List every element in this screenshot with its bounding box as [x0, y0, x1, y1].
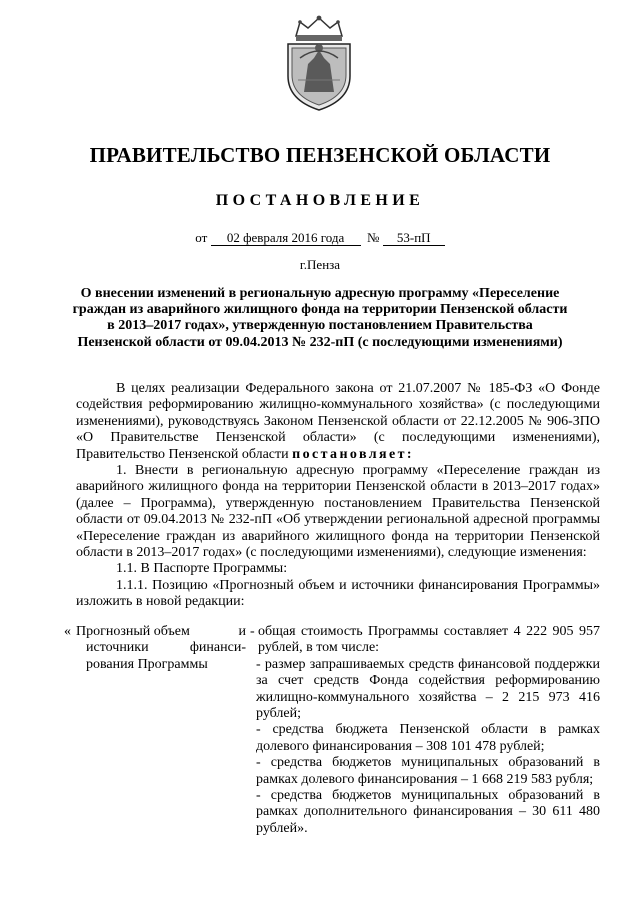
- number-prefix: №: [367, 230, 380, 245]
- document-number: 53-пП: [383, 231, 445, 246]
- cell-separator-dash: -: [250, 624, 255, 639]
- left-cell-line-2a: источники: [86, 640, 149, 656]
- financing-item-regional-budget: - средства бюджета Пензенской области в рамках долевого финансирования – 308 101 478 рублей;: [256, 722, 600, 754]
- coat-of-arms-emblem: [278, 14, 360, 114]
- left-cell-line-3: рования Программы: [86, 656, 208, 672]
- paragraph-item-1: 1. Внести в региональную адресную программу «Переселение граждан из аварийного жилищного фонда на территории Пензенской области в 2013–2017 годах» (далее – Программа), утвержденную постановлением Правительства Пензенской области от 09.04.2013 № 232-пП «Об утверждении региональной адресной программы «Переселение граждан из аварийного жилищного фонда на территории Пензенской области в 2013–2017 годах» (с последующими изменениями), следующие изменения:: [76, 463, 600, 561]
- left-cell-line-1a: Прогнозный объем: [76, 624, 190, 639]
- date-number-line: [0, 230, 640, 246]
- left-cell-line-1b: и: [238, 624, 246, 639]
- financing-total: общая стоимость Программы составляет 4 222 905 957 рублей, в том числе:: [258, 624, 600, 656]
- financing-item-fund: - размер запрашиваемых средств финансовой поддержки за счет средств Фонда содействия реформированию жилищно-коммунального хозяйства – 2 215 973 416 рублей;: [256, 656, 600, 722]
- document-title: О внесении изменений в региональную адресную программу «Переселение граждан из аварийного жилищного фонда на территории Пензенской области в 2013–2017 годах», утвержденную постановлением Правительства Пензенской области от 09.04.2013 № 232-пП (с последующими изменениями): [72, 286, 568, 350]
- paragraph-item-1-1-1: 1.1.1. Позицию «Прогнозный объем и источники финансирования Программы» изложить в новой редакции:: [76, 577, 600, 610]
- government-heading: ПРАВИТЕЛЬСТВО ПЕНЗЕНСКОЙ ОБЛАСТИ: [89, 143, 551, 167]
- left-cell-line-2b: финанси-: [189, 640, 246, 656]
- document-type-heading: ПОСТАНОВЛЕНИЕ: [215, 192, 425, 209]
- paragraph-preamble: [76, 381, 600, 463]
- document-body: [76, 381, 600, 611]
- document-date: 02 февраля 2016 года: [211, 231, 361, 246]
- preamble-text: В целях реализации Федерального закона от 21.07.2007 № 185-ФЗ «О Фонде содействия реформированию жилищно-коммунального хозяйства» (с последующими изменениями), руководствуясь Законом Пензенской области от 22.12.2005 № 906-ЗПО «О Правительстве Пензенской области» (с последующими изменениями), Правительство Пензенской области: [76, 381, 600, 462]
- paragraph-item-1-1: 1.1. В Паспорте Программы:: [116, 561, 288, 577]
- opening-quote: «: [64, 624, 71, 639]
- financing-item-municipal-share: - средства бюджетов муниципальных образований в рамках долевого финансирования – 1 668 219 583 рубля;: [256, 755, 600, 787]
- resolves-verb: постановляет:: [292, 446, 414, 462]
- financing-item-municipal-additional: - средства бюджетов муниципальных образований в рамках дополнительного финансирования – 30 611 480 рублей».: [256, 788, 600, 836]
- table-left-cell: [76, 624, 246, 673]
- table-right-cell: [256, 624, 600, 837]
- city-name: г.Пенза: [299, 257, 341, 272]
- date-prefix: от: [195, 230, 208, 245]
